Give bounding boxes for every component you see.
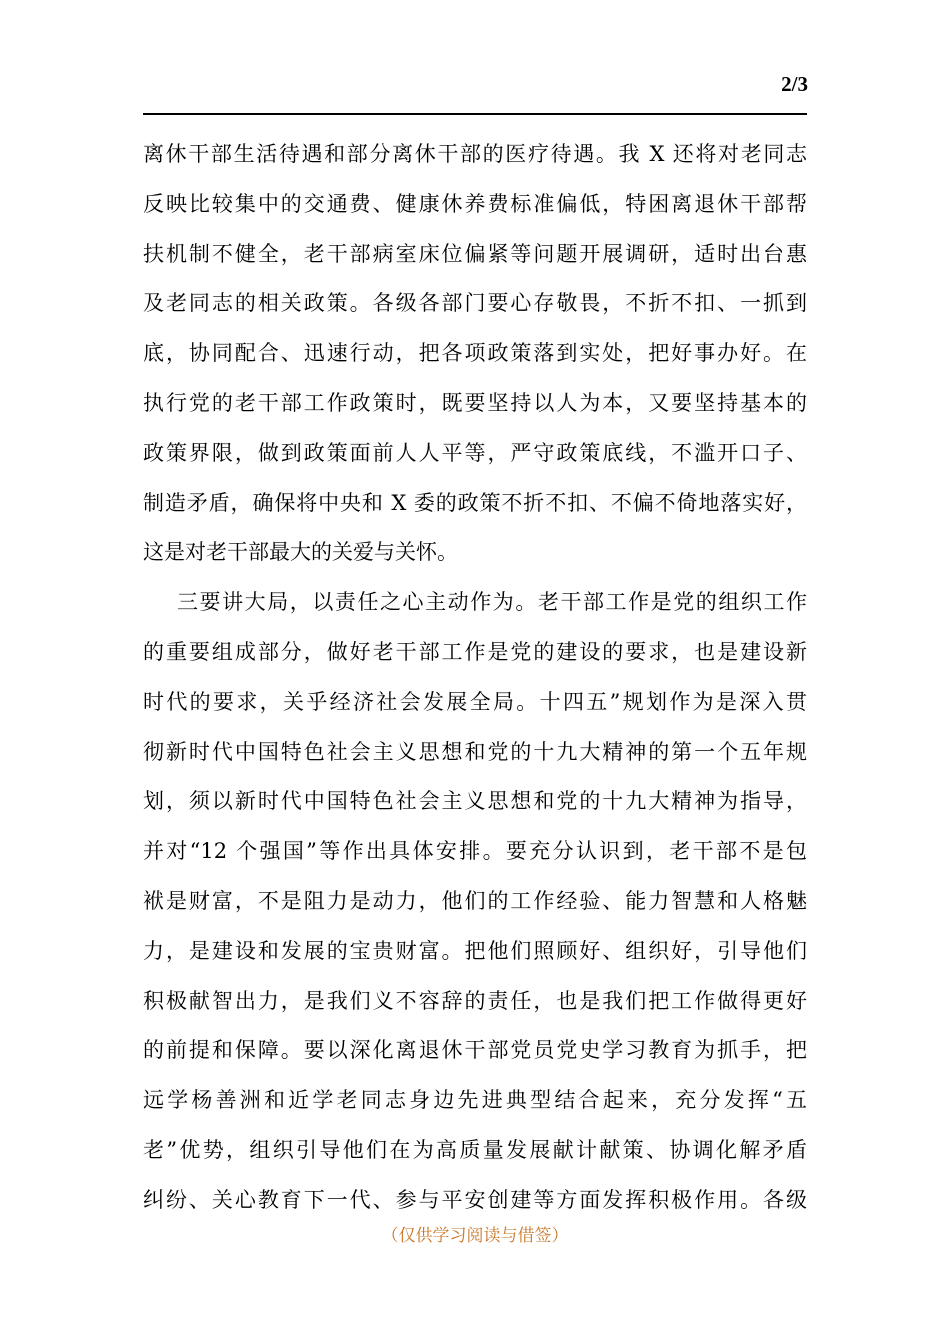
text-line: 积极献智出力，是我们义不容辞的责任，也是我们把工作做得更好 [143,988,807,1013]
text-line: 老”优势，组织引导他们在为高质量发展献计献策、协调化解矛盾 [143,1137,807,1162]
text-line: 政策界限，做到政策面前人人平等，严守政策底线，不滥开口子、 [143,440,807,465]
text-line: 反映比较集中的交通费、健康休养费标准偏低，特困离退休干部帮 [143,191,807,216]
text-line: 制造矛盾，确保将中央和 X 委的政策不折不扣、不偏不倚地落实好， [143,490,807,515]
text-line: 底，协同配合、迅速行动，把各项政策落到实处，把好事办好。在 [143,341,807,366]
text-line: 及老同志的相关政策。各级各部门要心存敬畏，不折不扣、一抓到 [143,291,807,316]
footer-note: （仅供学习阅读与借签） [381,1226,569,1246]
text-line: 力，是建设和发展的宝贵财富。把他们照顾好、组织好，引导他们 [143,938,807,963]
text-line: 袱是财富，不是阻力是动力，他们的工作经验、能力智慧和人格魅 [143,888,807,913]
text-line: 并对“12 个强国”等作出具体安排。要充分认识到，老干部不是包 [143,839,807,864]
text-line: 这是对老干部最大的关爱与关怀。 [143,540,458,565]
text-line: 三要讲大局，以责任之心主动作为。老干部工作是党的组织工作 [177,590,807,615]
text-line: 执行党的老干部工作政策时，既要坚持以人为本，又要坚持基本的 [143,390,807,415]
text-line: 扶机制不健全，老干部病室床位偏紧等问题开展调研，适时出台惠 [143,241,807,266]
header-divider [143,113,807,115]
text-line: 远学杨善洲和近学老同志身边先进典型结合起来，充分发挥“五 [143,1088,807,1113]
page-number: 2/3 [781,72,808,96]
document-body [143,130,807,1226]
text-line: 纠纷、关心教育下一代、参与平安创建等方面发挥积极作用。各级 [143,1187,807,1212]
text-line: 的前提和保障。要以深化离退休干部党员党史学习教育为抓手，把 [143,1038,807,1063]
text-line: 划，须以新时代中国特色社会主义思想和党的十九大精神为指导， [143,789,807,814]
text-line: 时代的要求，关乎经济社会发展全局。十四五”规划作为是深入贯 [143,689,807,714]
text-line: 离休干部生活待遇和部分离休干部的医疗待遇。我 X 还将对老同志 [143,142,807,166]
text-line: 彻新时代中国特色社会主义思想和党的十九大精神的第一个五年规 [143,739,807,764]
text-line: 的重要组成部分，做好老干部工作是党的建设的要求，也是建设新 [143,639,807,664]
